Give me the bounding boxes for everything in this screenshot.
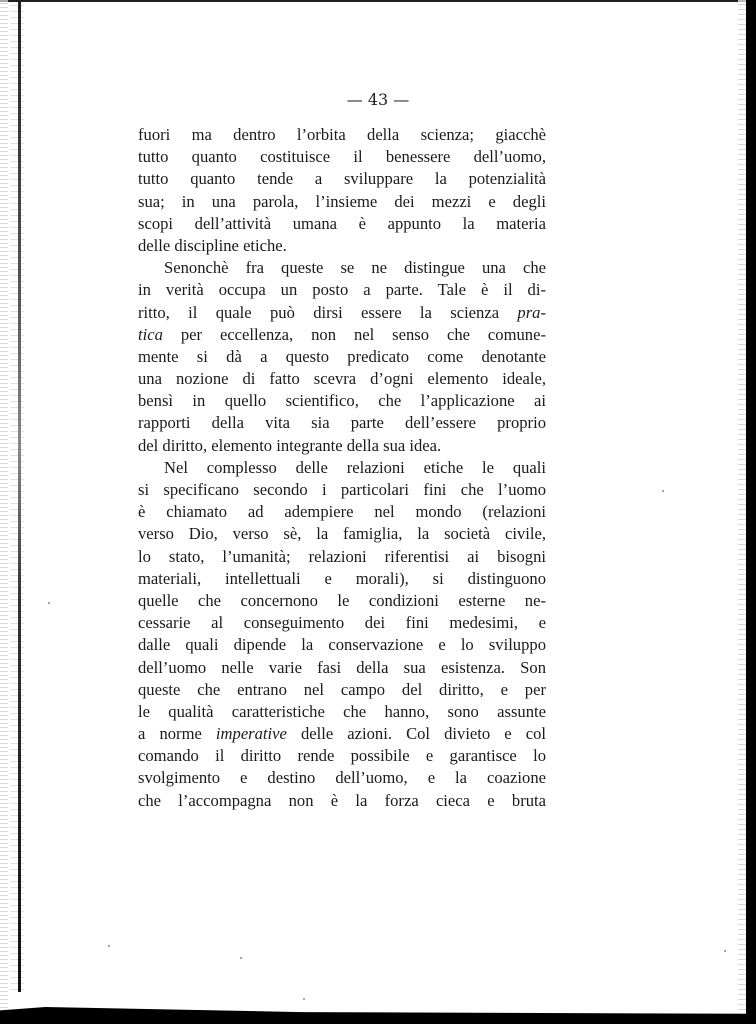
text-run: si specificano secondo i particolari fini che l’uomo <box>138 480 546 499</box>
scan-speck <box>724 950 726 952</box>
italic-term: imperative <box>215 724 287 744</box>
paragraph <box>138 457 546 812</box>
text-line <box>138 546 546 568</box>
text-run: queste che entrano nel campo del diritto, e per <box>138 679 546 699</box>
scan-speck <box>48 602 50 604</box>
text-line <box>138 612 546 634</box>
text-line <box>138 257 546 279</box>
text-line <box>138 767 546 789</box>
text-line <box>138 745 546 767</box>
page-number: — 43 — <box>346 90 410 109</box>
text-line <box>138 501 546 523</box>
text-run: delle azioni. Col divieto e col <box>286 724 546 744</box>
text-line <box>138 124 546 146</box>
scan-top-edge <box>0 0 756 2</box>
text-run: svolgimento e destino dell’uomo, e la coazione <box>138 768 546 788</box>
text-line <box>138 634 546 656</box>
text-run: sua; in una parola, l’insieme dei mezzi e degli <box>138 191 546 211</box>
text-run: tutto quanto costituisce il benessere dell’uomo, <box>138 147 546 167</box>
text-line <box>138 457 546 479</box>
text-line <box>138 479 546 501</box>
text-run: è chiamato ad adempiere nel mondo (relazioni <box>138 502 546 522</box>
text-line <box>138 435 546 457</box>
text-run: scopi dell’attività umana è appunto la materia <box>138 213 546 233</box>
body-text <box>138 124 546 812</box>
text-run: ritto, il quale può dirsi essere la scienza <box>138 302 518 322</box>
text-line <box>138 235 546 257</box>
text-line <box>138 523 546 545</box>
binding-spine <box>18 2 21 992</box>
text-line <box>138 723 546 745</box>
text-run: delle discipline etiche. <box>138 235 287 255</box>
scan-left-edge-noise <box>0 0 8 1010</box>
scan-speck <box>240 957 242 959</box>
text-line <box>138 213 546 235</box>
text-run: mente si dà a questo predicato come denotante <box>138 346 546 366</box>
text-line <box>138 679 546 701</box>
text-line <box>138 168 546 190</box>
text-run: lo stato, l’umanità; relazioni riferentisi ai bisogni <box>138 546 546 566</box>
text-run: per eccellenza, non nel senso che comune- <box>162 324 546 344</box>
text-run: in verità occupa un posto a parte. Tale è il di- <box>138 280 546 300</box>
text-line <box>138 590 546 612</box>
binding-shadow <box>10 0 24 995</box>
text-run: fuori ma dentro l’orbita della scienza; giacchè <box>138 125 546 144</box>
text-line <box>138 368 546 390</box>
text-run: a norme <box>138 724 216 744</box>
text-run: rapporti della vita sia parte dell’essere proprio <box>138 413 546 433</box>
text-run: dell’uomo nelle varie fasi della sua esistenza. Son <box>138 657 546 677</box>
text-run: dalle quali dipende la conservazione e lo sviluppo <box>138 635 546 655</box>
text-run: le qualità caratteristiche che hanno, sono assunte <box>138 701 546 721</box>
text-line <box>138 790 546 812</box>
text-run: che l’accompagna non è la forza cieca e bruta <box>138 790 546 810</box>
text-run: quelle che concernono le condizioni esterne ne- <box>138 590 546 610</box>
text-run: cessarie al conseguimento dei fini medesimi, e <box>138 613 546 633</box>
text-line <box>138 701 546 723</box>
text-run: verso Dio, verso sè, la famiglia, la società civile, <box>138 524 546 544</box>
scan-right-border <box>746 0 756 1024</box>
text-line <box>138 324 546 346</box>
text-run: materiali, intellettuali e morali), si distinguono <box>138 568 546 588</box>
paragraph <box>138 124 546 257</box>
text-run: Nel complesso delle relazioni etiche le quali <box>164 457 546 477</box>
text-line <box>138 568 546 590</box>
scan-speck <box>662 490 664 492</box>
text-line <box>138 412 546 434</box>
italic-term: tica <box>138 324 163 344</box>
paragraph <box>138 257 546 457</box>
text-run: comando il diritto rende possibile e garantisce lo <box>138 746 546 766</box>
text-line <box>138 279 546 301</box>
scan-right-edge-noise <box>738 0 746 1010</box>
text-run: del diritto, elemento integrante della sua idea. <box>138 435 442 455</box>
text-run: bensì in quello scientifico, che l’applicazione ai <box>138 391 546 411</box>
text-line <box>138 657 546 679</box>
text-line <box>138 390 546 412</box>
scan-speck <box>108 945 110 947</box>
text-line <box>138 146 546 168</box>
text-run: Senonchè fra queste se ne distingue una che <box>164 258 546 278</box>
text-run: tutto quanto tende a sviluppare la potenzialità <box>138 169 546 189</box>
text-run: una nozione di fatto scevra d’ogni elemento ideale, <box>138 369 546 389</box>
text-line <box>138 346 546 368</box>
scan-speck <box>303 998 305 1000</box>
scan-bottom-border <box>0 1007 756 1024</box>
text-line <box>138 191 546 213</box>
italic-term: pra- <box>517 302 546 322</box>
text-line <box>138 302 546 324</box>
